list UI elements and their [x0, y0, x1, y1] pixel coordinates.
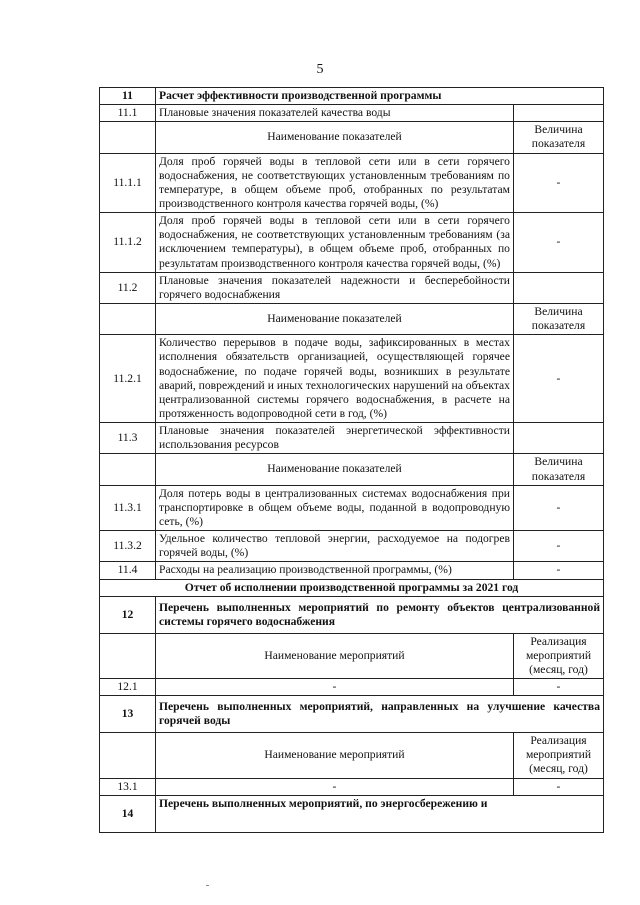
report-title-row: [100, 579, 604, 596]
row-text: Расходы на реализацию производственной программы, (%): [156, 562, 514, 579]
section-11-header: [100, 88, 604, 105]
row-text: Количество перерывов в подаче воды, зафиксированных в местах исполнения обязательств организацией, осуществляющей горячее водоснабжение, по подаче горячей воды, возникших в результате аварий, повреждений и иных технологических нарушений на объектах централизованной системы горячего водоснабжения, в расчете на протяженность водопроводной сети в год, (%): [156, 335, 514, 423]
empty-cell: [100, 733, 156, 778]
empty-cell: [100, 303, 156, 334]
column-header-row: [100, 454, 604, 485]
row-number: 11.3.1: [100, 485, 156, 530]
section-number: 13: [100, 696, 156, 733]
section-13-header: [100, 696, 604, 733]
row-text: -: [156, 679, 514, 696]
column-header-name: Наименование показателей: [156, 122, 514, 153]
row-number: 11.3.2: [100, 531, 156, 562]
empty-cell: [100, 122, 156, 153]
row-text: Доля потерь воды в централизованных системах водоснабжения при транспортировке в общем объеме воды, поданной в водопроводную сеть, (%): [156, 485, 514, 530]
section-number: 11: [100, 88, 156, 105]
page-number: 5: [316, 62, 324, 77]
report-title: Отчет об исполнении производственной программы за 2021 год: [100, 579, 604, 596]
empty-cell: [100, 633, 156, 678]
scan-mark: [206, 885, 209, 886]
section-title: Расчет эффективности производственной программы: [156, 88, 604, 105]
table-row: [100, 153, 604, 213]
row-number: 11.1.2: [100, 213, 156, 273]
row-number: 11.1.1: [100, 153, 156, 213]
subsection-title: Плановые значения показателей качества воды: [156, 105, 514, 122]
row-text: -: [156, 778, 514, 795]
row-number: 11.2.1: [100, 335, 156, 423]
row-text: Доля проб горячей воды в тепловой сети или в сети горячего водоснабжения, не соответствующих установленным требованиям (за исключением температуры), в общем объеме проб, отобранных по результатам производственного контроля качества горячей воды, (%): [156, 213, 514, 273]
column-header-row: [100, 303, 604, 334]
subsection-number: 11.4: [100, 562, 156, 579]
row-value: -: [513, 485, 603, 530]
column-header-name: Наименование показателей: [156, 454, 514, 485]
section-title: Перечень выполненных мероприятий по ремонту объектов централизованной системы горячего водоснабжения: [156, 596, 604, 633]
section-number: 12: [100, 596, 156, 633]
column-header-value: Величина показателя: [513, 303, 603, 334]
production-program-table: [99, 87, 604, 833]
subsection-title: Плановые значения показателей надежности и бесперебойности горячего водоснабжения: [156, 272, 514, 303]
section-number: 14: [100, 795, 156, 832]
row-value: -: [513, 213, 603, 273]
subsection-11-2: [100, 272, 604, 303]
table-row: [100, 778, 604, 795]
column-header-name: Наименование показателей: [156, 303, 514, 334]
row-text: Удельное количество тепловой энергии, расходуемое на подогрев горячей воды, (%): [156, 531, 514, 562]
table-row: [100, 335, 604, 423]
table-row: [100, 485, 604, 530]
empty-cell: [513, 423, 603, 454]
table-row: [100, 679, 604, 696]
column-header-name: Наименование мероприятий: [156, 733, 514, 778]
column-header-row: [100, 122, 604, 153]
row-value: -: [513, 531, 603, 562]
section-12-header: [100, 596, 604, 633]
row-text: Доля проб горячей воды в тепловой сети или в сети горячего водоснабжения, не соответствующих установленным требованиям по температуре, в общем объеме проб, отобранных по результатам производственного контроля качества горячей воды, (%): [156, 153, 514, 213]
row-value: -: [513, 562, 603, 579]
column-header-value: Величина показателя: [513, 454, 603, 485]
column-header-name: Наименование мероприятий: [156, 633, 514, 678]
section-title: Перечень выполненных мероприятий, направленных на улучшение качества горячей воды: [156, 696, 604, 733]
empty-cell: [513, 105, 603, 122]
column-header-value: Реализация мероприятий (месяц, год): [513, 633, 603, 678]
row-value: -: [513, 335, 603, 423]
subsection-11-4: [100, 562, 604, 579]
column-header-row: [100, 733, 604, 778]
subsection-title: Плановые значения показателей энергетической эффективности использования ресурсов: [156, 423, 514, 454]
subsection-11-1: [100, 105, 604, 122]
column-header-value: Реализация мероприятий (месяц, год): [513, 733, 603, 778]
empty-cell: [100, 454, 156, 485]
section-14-header: [100, 795, 604, 832]
empty-cell: [513, 272, 603, 303]
row-value: -: [513, 778, 603, 795]
section-title: Перечень выполненных мероприятий, по энергосбережению и: [156, 795, 604, 832]
row-value: -: [513, 679, 603, 696]
row-value: -: [513, 153, 603, 213]
column-header-value: Величина показателя: [513, 122, 603, 153]
row-number: 12.1: [100, 679, 156, 696]
column-header-row: [100, 633, 604, 678]
table-row: [100, 531, 604, 562]
subsection-11-3: [100, 423, 604, 454]
subsection-number: 11.3: [100, 423, 156, 454]
subsection-number: 11.2: [100, 272, 156, 303]
subsection-number: 11.1: [100, 105, 156, 122]
table-row: [100, 213, 604, 273]
row-number: 13.1: [100, 778, 156, 795]
